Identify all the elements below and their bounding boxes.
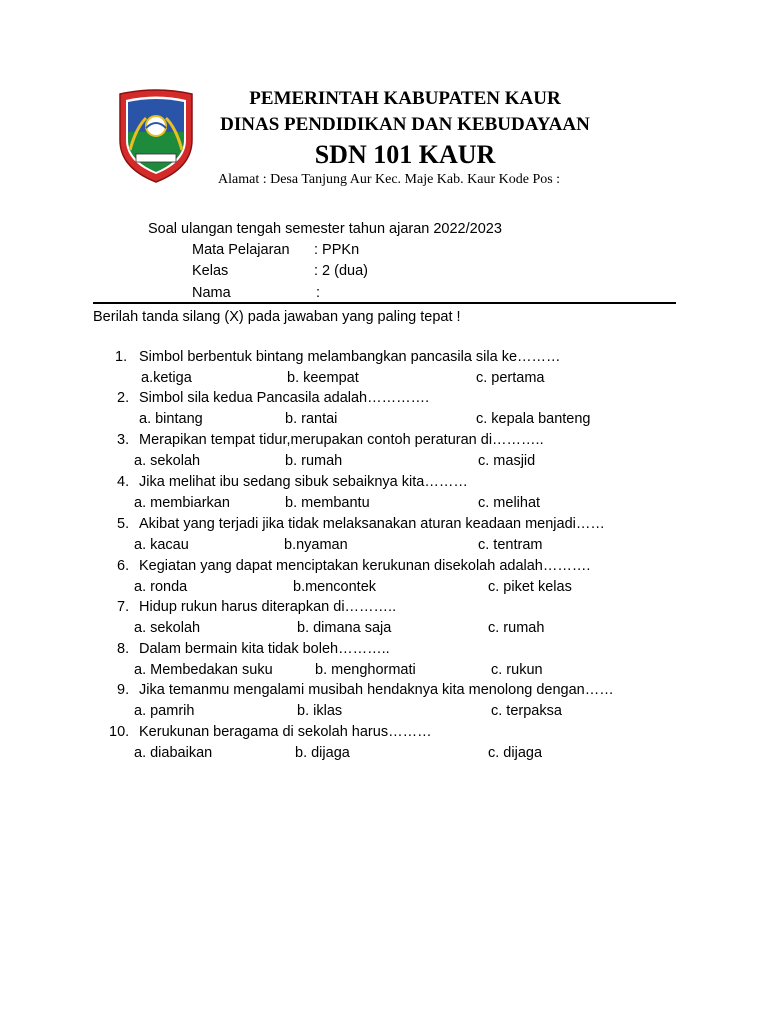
answer-option-c[interactable]: c. piket kelas bbox=[488, 579, 572, 595]
question-text: Simbol sila kedua Pancasila adalah…………. bbox=[139, 390, 430, 406]
answer-option-b[interactable]: b. iklas bbox=[297, 703, 343, 719]
answer-option-a[interactable]: a.ketiga bbox=[141, 370, 192, 386]
question-number: 9. bbox=[117, 682, 130, 698]
answer-option-a[interactable]: a. sekolah bbox=[134, 620, 201, 636]
kelas-label: Kelas bbox=[192, 263, 229, 279]
answer-option-a[interactable]: a. Membedakan suku bbox=[134, 662, 273, 678]
question-text: Dalam bermain kita tidak boleh……….. bbox=[139, 641, 390, 657]
header-school-name: SDN 101 KAUR bbox=[314, 140, 496, 169]
nama-label: Nama bbox=[192, 285, 231, 301]
question-text: Kegiatan yang dapat menciptakan kerukunan disekolah adalah………. bbox=[139, 558, 591, 574]
answer-option-a[interactable]: a. kacau bbox=[134, 537, 189, 553]
mapel-label: Mata Pelajaran bbox=[192, 242, 290, 258]
answer-option-c[interactable]: c. melihat bbox=[478, 495, 541, 511]
question-text: Jika temanmu mengalami musibah hendaknya kita menolong dengan…… bbox=[139, 682, 614, 698]
answer-option-b[interactable]: b. dijaga bbox=[295, 745, 350, 761]
header-divider bbox=[93, 302, 676, 304]
answer-option-b[interactable]: b. membantu bbox=[285, 495, 370, 511]
answer-option-b[interactable]: b. menghormati bbox=[315, 662, 416, 678]
answer-option-c[interactable]: c. tentram bbox=[478, 537, 543, 553]
header-government: PEMERINTAH KABUPATEN KAUR bbox=[249, 88, 561, 109]
answer-option-c[interactable]: c. pertama bbox=[476, 370, 545, 386]
answer-option-c[interactable]: c. kepala banteng bbox=[476, 411, 591, 427]
answer-option-c[interactable]: c. terpaksa bbox=[491, 703, 562, 719]
question-text: Hidup rukun harus diterapkan di……….. bbox=[139, 599, 397, 615]
answer-option-b[interactable]: b. rantai bbox=[285, 411, 338, 427]
question-number: 7. bbox=[117, 599, 130, 615]
question-number: 3. bbox=[117, 432, 130, 448]
answer-option-a[interactable]: a. ronda bbox=[134, 579, 188, 595]
answer-option-a[interactable]: a. membiarkan bbox=[134, 495, 230, 511]
answer-option-c[interactable]: c. dijaga bbox=[488, 745, 543, 761]
answer-option-a[interactable]: a. bintang bbox=[139, 411, 203, 427]
question-text: Kerukunan beragama di sekolah harus……… bbox=[139, 724, 432, 740]
answer-option-b[interactable]: b. rumah bbox=[285, 453, 343, 469]
header-department: DINAS PENDIDIKAN DAN KEBUDAYAAN bbox=[220, 114, 590, 135]
answer-option-a[interactable]: a. pamrih bbox=[134, 703, 195, 719]
answer-option-b[interactable]: b. dimana saja bbox=[297, 620, 392, 636]
question-number: 1. bbox=[115, 349, 128, 365]
question-text: Merapikan tempat tidur,merupakan contoh peraturan di……….. bbox=[139, 432, 544, 448]
answer-option-b[interactable]: b.nyaman bbox=[284, 537, 348, 553]
kelas-value: : 2 (dua) bbox=[314, 263, 368, 279]
mapel-value: : PPKn bbox=[314, 242, 360, 258]
question-text: Simbol berbentuk bintang melambangkan pancasila sila ke……… bbox=[139, 349, 561, 365]
answer-option-a[interactable]: a. diabaikan bbox=[134, 745, 213, 761]
question-number: 10. bbox=[109, 724, 130, 740]
question-number: 8. bbox=[117, 641, 130, 657]
question-number: 4. bbox=[117, 474, 130, 490]
header-address: Alamat : Desa Tanjung Aur Kec. Maje Kab. Kaur Kode Pos : bbox=[218, 172, 561, 187]
answer-option-c[interactable]: c. rukun bbox=[491, 662, 543, 678]
answer-option-b[interactable]: b. keempat bbox=[287, 370, 359, 386]
nama-value: : bbox=[316, 285, 321, 301]
answer-option-c[interactable]: c. rumah bbox=[488, 620, 545, 636]
answer-option-a[interactable]: a. sekolah bbox=[134, 453, 201, 469]
exam-title: Soal ulangan tengah semester tahun ajaran 2022/2023 bbox=[148, 221, 502, 237]
question-number: 2. bbox=[117, 390, 130, 406]
question-text: Akibat yang terjadi jika tidak melaksanakan aturan keadaan menjadi…… bbox=[139, 516, 605, 532]
answer-option-c[interactable]: c. masjid bbox=[478, 453, 536, 469]
question-number: 5. bbox=[117, 516, 130, 532]
answer-option-b[interactable]: b.mencontek bbox=[293, 579, 377, 595]
instruction-text: Berilah tanda silang (X) pada jawaban yang paling tepat ! bbox=[93, 309, 461, 325]
question-number: 6. bbox=[117, 558, 130, 574]
question-text: Jika melihat ibu sedang sibuk sebaiknya kita……… bbox=[139, 474, 468, 490]
